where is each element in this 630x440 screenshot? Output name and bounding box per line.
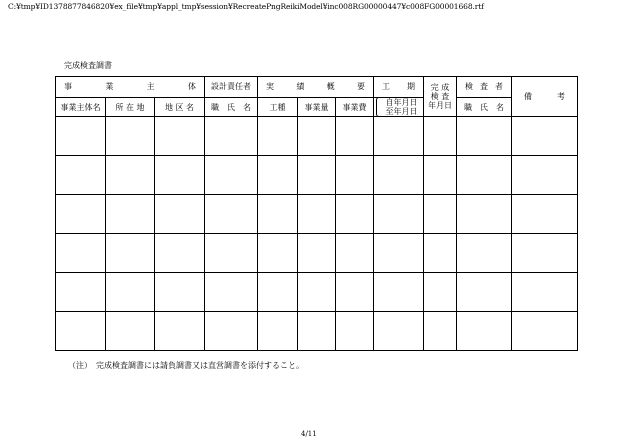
table-cell	[56, 312, 106, 351]
table-cell	[106, 312, 155, 351]
table-cell	[205, 273, 258, 312]
shutaimei-header: 事業主体名	[56, 98, 106, 117]
table-cell	[512, 273, 578, 312]
table-cell	[258, 156, 298, 195]
table-cell	[298, 234, 336, 273]
table-cell	[457, 117, 512, 156]
shozaichi-header: 所 在 地	[106, 98, 155, 117]
bracket-mark	[376, 97, 380, 117]
table-cell	[155, 312, 205, 351]
table-cell	[298, 195, 336, 234]
table-cell	[424, 312, 457, 351]
kensa-shokushimei-header: 職 氏 名	[457, 98, 512, 117]
table-cell	[457, 234, 512, 273]
table-cell	[336, 195, 374, 234]
jigyo-shutai-header: 事 業 主 体	[56, 77, 205, 98]
table-cell	[457, 156, 512, 195]
table-row	[56, 156, 578, 195]
table-row	[56, 312, 578, 351]
table-cell	[106, 195, 155, 234]
table-cell	[106, 156, 155, 195]
table-cell	[512, 312, 578, 351]
table-cell	[258, 234, 298, 273]
table-row	[56, 117, 578, 156]
chikumei-header: 地 区 名	[155, 98, 205, 117]
table-cell	[374, 273, 424, 312]
table-cell	[298, 117, 336, 156]
table-cell	[457, 195, 512, 234]
page-number: 4/11	[301, 430, 317, 438]
table-cell	[336, 273, 374, 312]
table-cell	[56, 273, 106, 312]
table-cell	[205, 234, 258, 273]
table-cell	[205, 156, 258, 195]
table-cell	[56, 117, 106, 156]
table-cell	[106, 273, 155, 312]
table-row	[56, 273, 578, 312]
form-title: 完成検査調書	[64, 61, 112, 70]
table-cell	[155, 273, 205, 312]
jigyoryo-header: 事業量	[298, 98, 336, 117]
table-cell	[205, 195, 258, 234]
table-cell	[155, 117, 205, 156]
table-cell	[298, 156, 336, 195]
table-cell	[298, 273, 336, 312]
table-cell	[374, 117, 424, 156]
table-cell	[258, 117, 298, 156]
table-cell	[512, 234, 578, 273]
table-cell	[424, 234, 457, 273]
table-cell	[258, 273, 298, 312]
table-cell	[106, 117, 155, 156]
table-cell	[374, 312, 424, 351]
table-cell	[56, 234, 106, 273]
table-cell	[258, 195, 298, 234]
table-cell	[56, 156, 106, 195]
table-cell	[457, 312, 512, 351]
koki-header: 工 期	[374, 77, 424, 98]
jigyohi-header: 事業費	[336, 98, 374, 117]
table-cell	[336, 312, 374, 351]
table-cell	[336, 234, 374, 273]
table-cell	[336, 117, 374, 156]
table-cell	[374, 234, 424, 273]
table-cell	[336, 156, 374, 195]
table-cell	[424, 156, 457, 195]
biko-header: 備 考	[512, 77, 578, 117]
table-cell	[512, 195, 578, 234]
table-row	[56, 195, 578, 234]
table-cell	[106, 234, 155, 273]
sekkei-shokushimei-header: 職 氏 名	[205, 98, 258, 117]
koshu-header: 工種	[258, 98, 298, 117]
table-cell	[205, 117, 258, 156]
header-row-1	[56, 77, 578, 98]
table-cell	[512, 156, 578, 195]
jisseki-header: 実 績 概 要	[258, 77, 374, 98]
inspection-table	[55, 76, 578, 351]
table-cell	[424, 117, 457, 156]
table-cell	[258, 312, 298, 351]
table-body	[56, 117, 578, 351]
table-cell	[374, 156, 424, 195]
kansei-kensa-header: 完 成 検 査 年月日	[424, 77, 457, 117]
koki-range-header: 自年月日 至年月日	[374, 98, 424, 117]
table-cell	[457, 273, 512, 312]
table-cell	[374, 195, 424, 234]
kensasha-header: 検 査 者	[457, 77, 512, 98]
sekkei-header: 設計責任者	[205, 77, 258, 98]
table-cell	[424, 273, 457, 312]
footnote: （注） 完成検査調書には請負調書又は直営調書を添付すること。	[68, 361, 304, 370]
table-cell	[512, 117, 578, 156]
table-cell	[56, 195, 106, 234]
header-row-2	[56, 98, 578, 117]
table-cell	[155, 156, 205, 195]
file-path-header: C:¥tmp¥ID1378877846820¥ex_file¥tmp¥appl_tmp¥session¥RecreatePngReikiModel¥inc008RG00000447¥c008FG00001668.rtf	[8, 2, 484, 11]
table-cell	[155, 234, 205, 273]
table-cell	[205, 312, 258, 351]
table-cell	[155, 195, 205, 234]
table-row	[56, 234, 578, 273]
table-cell	[298, 312, 336, 351]
table-cell	[424, 195, 457, 234]
